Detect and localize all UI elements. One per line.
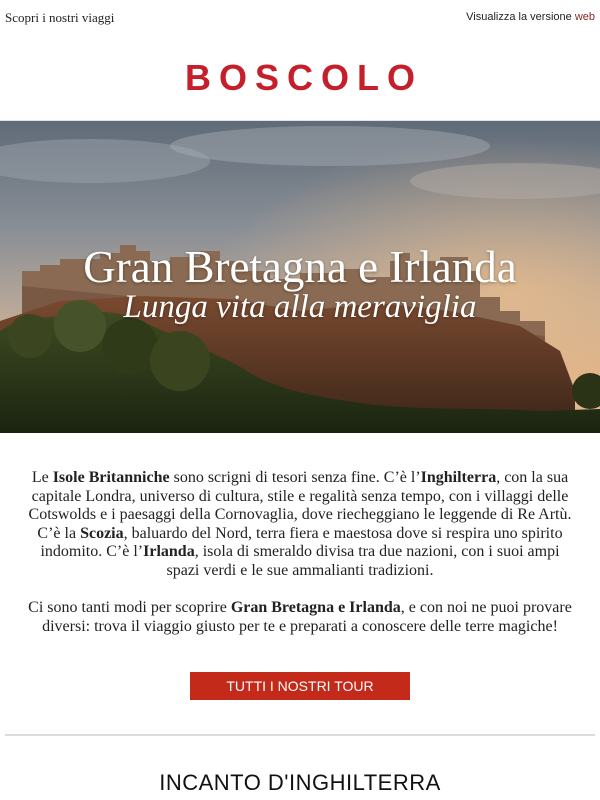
intro-paragraph-1 bbox=[26, 469, 574, 580]
highlight-text: Gran Bretagna e Irlanda bbox=[230, 599, 401, 616]
hero-title: Gran Bretagna e Irlanda bbox=[83, 242, 517, 292]
highlight-text: Irlanda bbox=[143, 543, 195, 560]
all-tours-button[interactable]: TUTTI I NOSTRI TOUR bbox=[190, 672, 410, 700]
preheader bbox=[0, 0, 600, 36]
highlight-text: Isole Britanniche bbox=[52, 469, 170, 486]
web-version-link[interactable]: web bbox=[574, 11, 595, 23]
body-text: Le bbox=[31, 469, 53, 486]
hero-banner bbox=[0, 121, 600, 433]
hero-subtitle: Lunga vita alla meraviglia bbox=[123, 289, 477, 325]
highlight-text: Scozia bbox=[80, 524, 124, 542]
body-text: Ci sono tanti modi per scoprire bbox=[28, 599, 231, 616]
body-text: , baluardo del Nord, terra fiera e maestosa dove si respira uno spirito indomito. C’è l’ bbox=[40, 524, 563, 560]
section-title: INCANTO D'INGHILTERRA bbox=[159, 770, 441, 795]
body-text: , isola di smeraldo divisa tra due nazioni, con i suoi ampi spazi verdi e le sue ammalianti tradizioni. bbox=[166, 543, 560, 579]
view-web-version bbox=[466, 11, 595, 23]
boscolo-logo[interactable]: BOSCOLO bbox=[184, 57, 423, 98]
intro-paragraph-2 bbox=[26, 599, 574, 636]
section-divider bbox=[5, 734, 595, 736]
view-web-version-label: Visualizza la versione bbox=[466, 11, 572, 23]
intro-text bbox=[0, 433, 600, 636]
brand-header bbox=[0, 36, 600, 121]
highlight-text: Inghilterra bbox=[420, 469, 497, 486]
body-text: , con la sua capitale Londra, universo di cultura, stile e regalità senza tempo, con i villaggi delle Cotswolds e i paesaggi della Cornovaglia, dove riecheggiano le leggende di Re Artù. C’è la bbox=[28, 469, 572, 542]
cta-container bbox=[0, 636, 600, 700]
discover-trips-link[interactable]: Scopri i nostri viaggi bbox=[5, 10, 115, 25]
body-text: sono scrigni di tesori senza fine. C’è l’ bbox=[169, 469, 421, 486]
body-text: , e con noi ne puoi provare diversi: trova il viaggio giusto per te e preparati a conoscere delle terre magiche! bbox=[42, 599, 572, 635]
